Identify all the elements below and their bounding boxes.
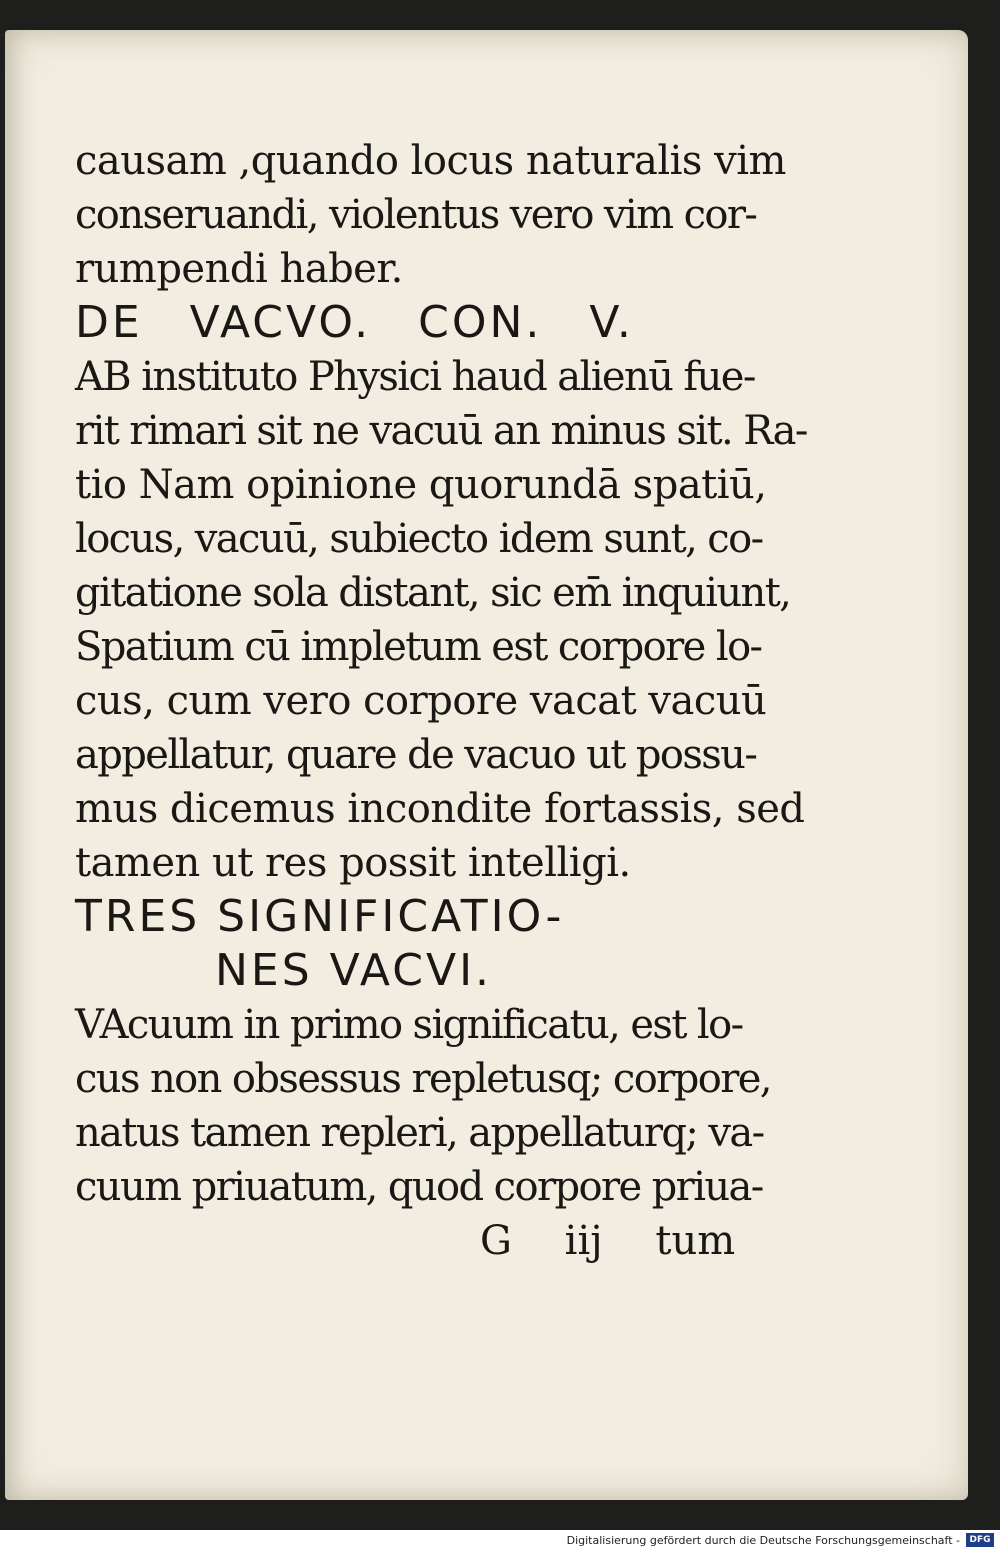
text-line: cus, cum vero corpore vacat vacuū (75, 678, 767, 724)
text-line: tamen ut res possit intelligi. (75, 840, 631, 886)
section-heading: TRES SIGNIFICATIO- (75, 891, 565, 942)
text-line: locus, vacuū, subiecto idem sunt, co- (75, 516, 763, 562)
section-heading-continued: NES VACVI. (215, 945, 493, 996)
signature-catchword-line: G iij tum (480, 1218, 736, 1264)
text-line: conseruandi, violentus vero vim cor- (75, 192, 757, 238)
page-text (75, 135, 807, 1269)
digitization-footer (0, 1530, 1000, 1550)
text-line: natus tamen repleri, appellaturq; va- (75, 1110, 764, 1156)
text-line: mus dicemus incondite fortassis, sed (75, 786, 805, 832)
footer-credit: Digitalisierung gefördert durch die Deutsche Forschungsgemeinschaft - (566, 1534, 960, 1547)
text-line: rumpendi haber. (75, 246, 403, 292)
text-line: cuum priuatum, quod corpore priua- (75, 1164, 763, 1210)
text-line: gitatione sola distant, sic em̄ inquiunt, (75, 570, 791, 616)
section-heading: DE VACVO. CON. V. (75, 297, 634, 348)
book-page (5, 30, 968, 1500)
dfg-logo: DFG (966, 1533, 994, 1547)
text-line: Spatium cū impletum est corpore lo- (75, 624, 762, 670)
text-line: appellatur, quare de vacuo ut possu- (75, 732, 757, 778)
text-line: tio Nam opinione quorundā spatiū, (75, 462, 767, 508)
text-line: AB instituto Physici haud alienū fue- (75, 354, 755, 400)
text-line: causam ,quando locus naturalis vim (75, 138, 786, 184)
text-line: VAcuum in primo significatu, est lo- (75, 1002, 743, 1048)
text-line: rit rimari sit ne vacuū an minus sit. Ra- (75, 408, 807, 454)
text-line: cus non obsessus repletusq; corpore, (75, 1056, 771, 1102)
